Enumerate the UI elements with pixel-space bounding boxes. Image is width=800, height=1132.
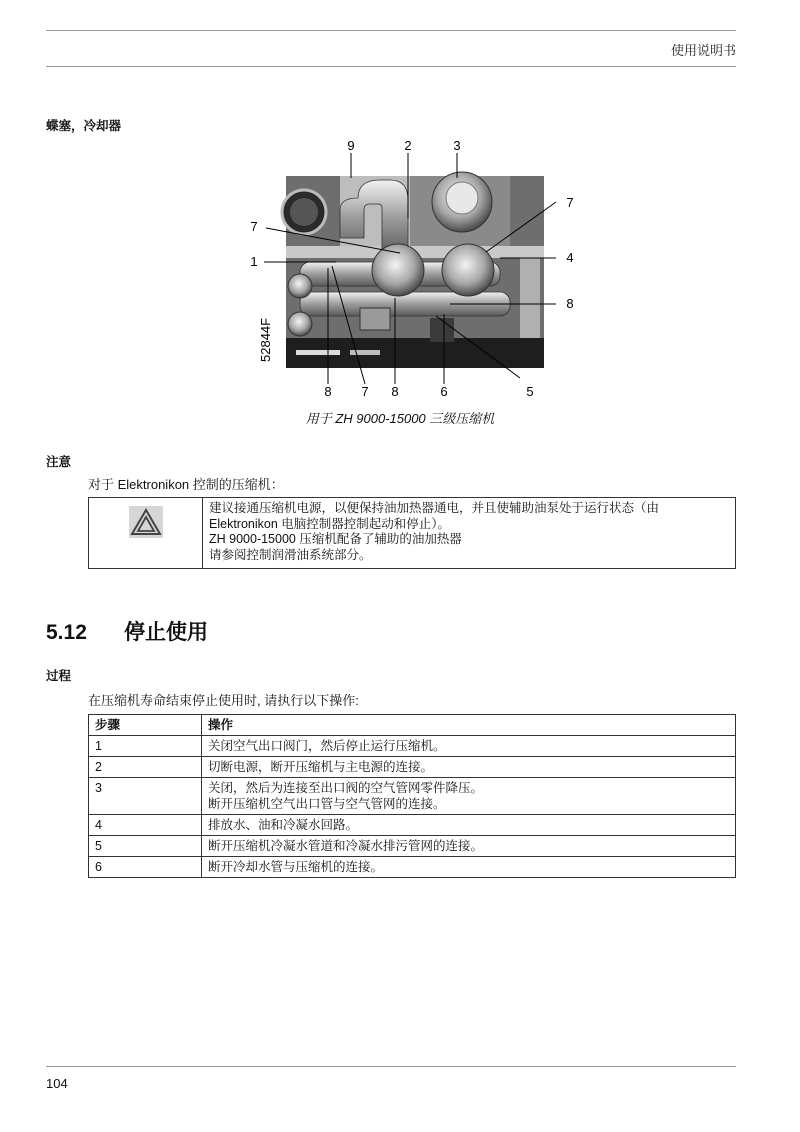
note-intro: 对于 Elektronikon 控制的压缩机： (88, 477, 284, 492)
step-action (202, 757, 736, 778)
step-action-line: 排放水、油和冷凝水回路。 (208, 818, 359, 832)
callout-9: 9 (347, 138, 355, 153)
procedure-heading: 过程 (46, 669, 72, 683)
warning-triangle-icon (129, 506, 163, 538)
chapter-title: 停止使用 (124, 621, 208, 644)
header-rule-bottom (46, 66, 736, 67)
figure-image-code: 52844F (258, 317, 273, 362)
table-row (89, 857, 736, 878)
step-number: 5 (89, 836, 202, 857)
table-header-row (89, 715, 736, 736)
footer-rule (46, 1066, 736, 1067)
compressor-figure (240, 138, 585, 400)
note-text-cell (203, 498, 735, 568)
callout-6: 6 (440, 384, 448, 399)
callout-7-bottom: 7 (361, 384, 369, 399)
note-line-3: ZH 9000-15000 压缩机配备了辅助的油加热器 (209, 532, 462, 546)
step-action (202, 736, 736, 757)
step-action-line: 关闭空气出口阀门，然后停止运行压缩机。 (208, 739, 446, 753)
header-rule-top (46, 30, 736, 31)
step-number: 4 (89, 815, 202, 836)
step-action-line: 切断电源，断开压缩机与主电源的连接。 (208, 760, 434, 774)
step-action-line: 关闭，然后为连接至出口阀的空气管网零件降压。 (208, 781, 484, 795)
procedure-table (88, 714, 736, 878)
step-action (202, 857, 736, 878)
note-heading: 注意 (46, 455, 72, 469)
chapter-number: 5.12 (46, 621, 87, 644)
step-action-line: 断开压缩机空气出口管与空气管网的连接。 (208, 797, 446, 811)
table-row (89, 778, 736, 815)
procedure-intro: 在压缩机寿命结束停止使用时, 请执行以下操作: (88, 693, 359, 708)
note-icon-cell (89, 498, 203, 568)
step-action-line: 断开冷却水管与压缩机的连接。 (208, 860, 384, 874)
table-row (89, 736, 736, 757)
note-line-2: Elektronikon 电脑控制器控制起动和停止）。 (209, 516, 451, 531)
header-title: 使用说明书 (670, 43, 736, 58)
callout-7-left: 7 (250, 219, 258, 234)
step-action (202, 836, 736, 857)
callout-7-right: 7 (566, 195, 574, 210)
table-row (89, 836, 736, 857)
table-row (89, 757, 736, 778)
column-header-action: 操作 (202, 715, 736, 736)
callout-4: 4 (566, 250, 574, 265)
note-line-4: 请参阅控制润滑油系统部分。 (209, 547, 372, 562)
step-number: 3 (89, 778, 202, 815)
figure-section-heading: 蝶塞，冷却器 (46, 119, 122, 133)
chapter-heading (46, 616, 208, 646)
callout-1: 1 (250, 254, 258, 269)
page-number: 104 (46, 1076, 68, 1091)
note-box (88, 497, 736, 569)
step-number: 1 (89, 736, 202, 757)
step-action-line: 断开压缩机冷凝水管道和冷凝水排污管网的连接。 (208, 839, 484, 853)
table-row (89, 815, 736, 836)
step-number: 6 (89, 857, 202, 878)
callout-8-bottom-b: 8 (391, 384, 399, 399)
callout-8-right: 8 (566, 296, 574, 311)
step-action (202, 778, 736, 815)
note-line-1: 建议接通压缩机电源，以便保持油加热器通电，并且使辅助油泵处于运行状态（由 (209, 501, 660, 515)
callout-8-bottom-a: 8 (324, 384, 332, 399)
machine-photo (282, 172, 544, 368)
callout-2: 2 (404, 138, 412, 153)
callout-5: 5 (526, 384, 534, 399)
callout-3: 3 (453, 138, 461, 153)
step-number: 2 (89, 757, 202, 778)
step-action (202, 815, 736, 836)
column-header-step: 步骤 (89, 715, 202, 736)
figure-caption: 用于 ZH 9000-15000 三级压缩机 (305, 411, 495, 426)
